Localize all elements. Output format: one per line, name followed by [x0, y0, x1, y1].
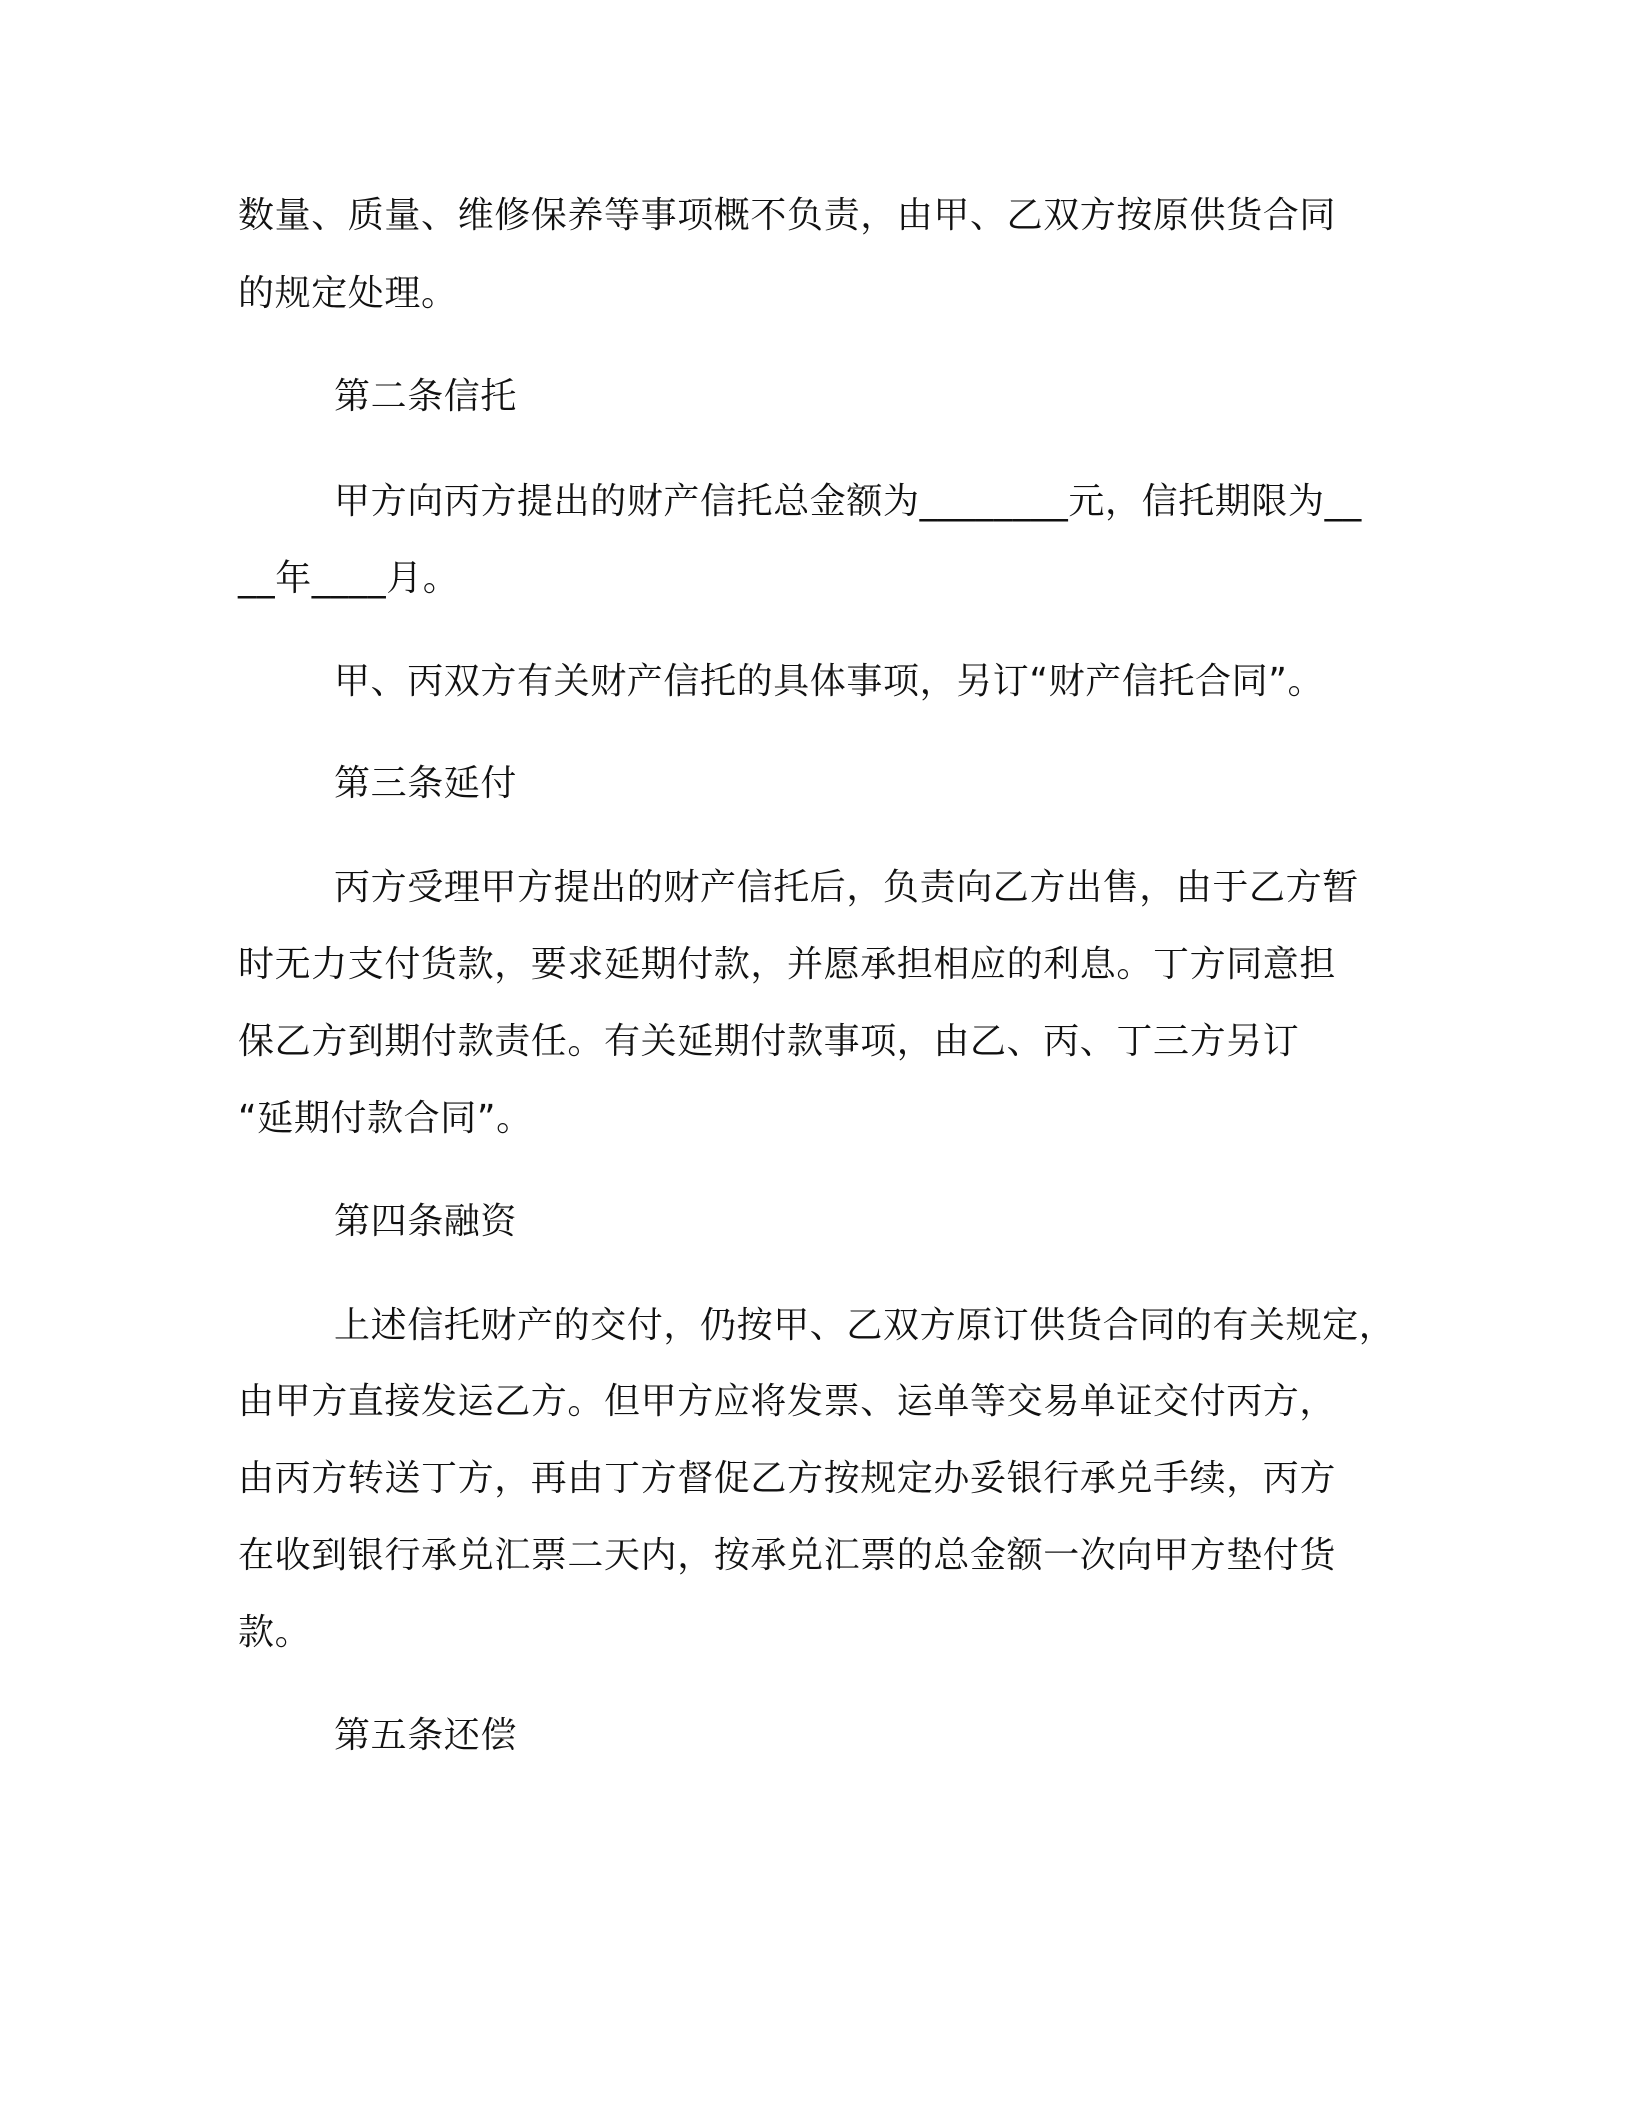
article-heading: 第四条融资 — [334, 1201, 518, 1242]
text-line: __年____月。 — [238, 558, 460, 599]
text-line: 在收到银行承兑汇票二天内，按承兑汇票的总金额一次向甲方垫付货 — [238, 1535, 1337, 1576]
text-line: “延期付款合同”。 — [238, 1098, 533, 1139]
article-heading: 第三条延付 — [334, 763, 518, 804]
text-line: 时无力支付货款，要求延期付款，并愿承担相应的利息。丁方同意担 — [238, 944, 1337, 985]
text-line: 数量、质量、维修保养等事项概不负责，由甲、乙双方按原供货合同 — [238, 195, 1337, 236]
text-line: 丙方受理甲方提出的财产信托后，负责向乙方出售，由于乙方暂 — [334, 867, 1359, 908]
article-heading: 第五条还偿 — [334, 1715, 518, 1756]
text-line: 保乙方到期付款责任。有关延期付款事项，由乙、丙、丁三方另订 — [238, 1021, 1300, 1062]
text-line: 由甲方直接发运乙方。但甲方应将发票、运单等交易单证交付丙方， — [238, 1381, 1337, 1422]
text-line: 上述信托财产的交付，仍按甲、乙双方原订供货合同的有关规定， — [334, 1305, 1396, 1346]
text-line: 甲、丙双方有关财产信托的具体事项，另订“财产信托合同”。 — [334, 661, 1325, 702]
text-line: 由丙方转送丁方，再由丁方督促乙方按规定办妥银行承兑手续，丙方 — [238, 1458, 1337, 1499]
text-line: 的规定处理。 — [238, 273, 458, 314]
text-line: 甲方向丙方提出的财产信托总金额为________元，信托期限为__ — [334, 481, 1362, 522]
article-heading: 第二条信托 — [334, 376, 518, 417]
text-line: 款。 — [238, 1612, 312, 1653]
